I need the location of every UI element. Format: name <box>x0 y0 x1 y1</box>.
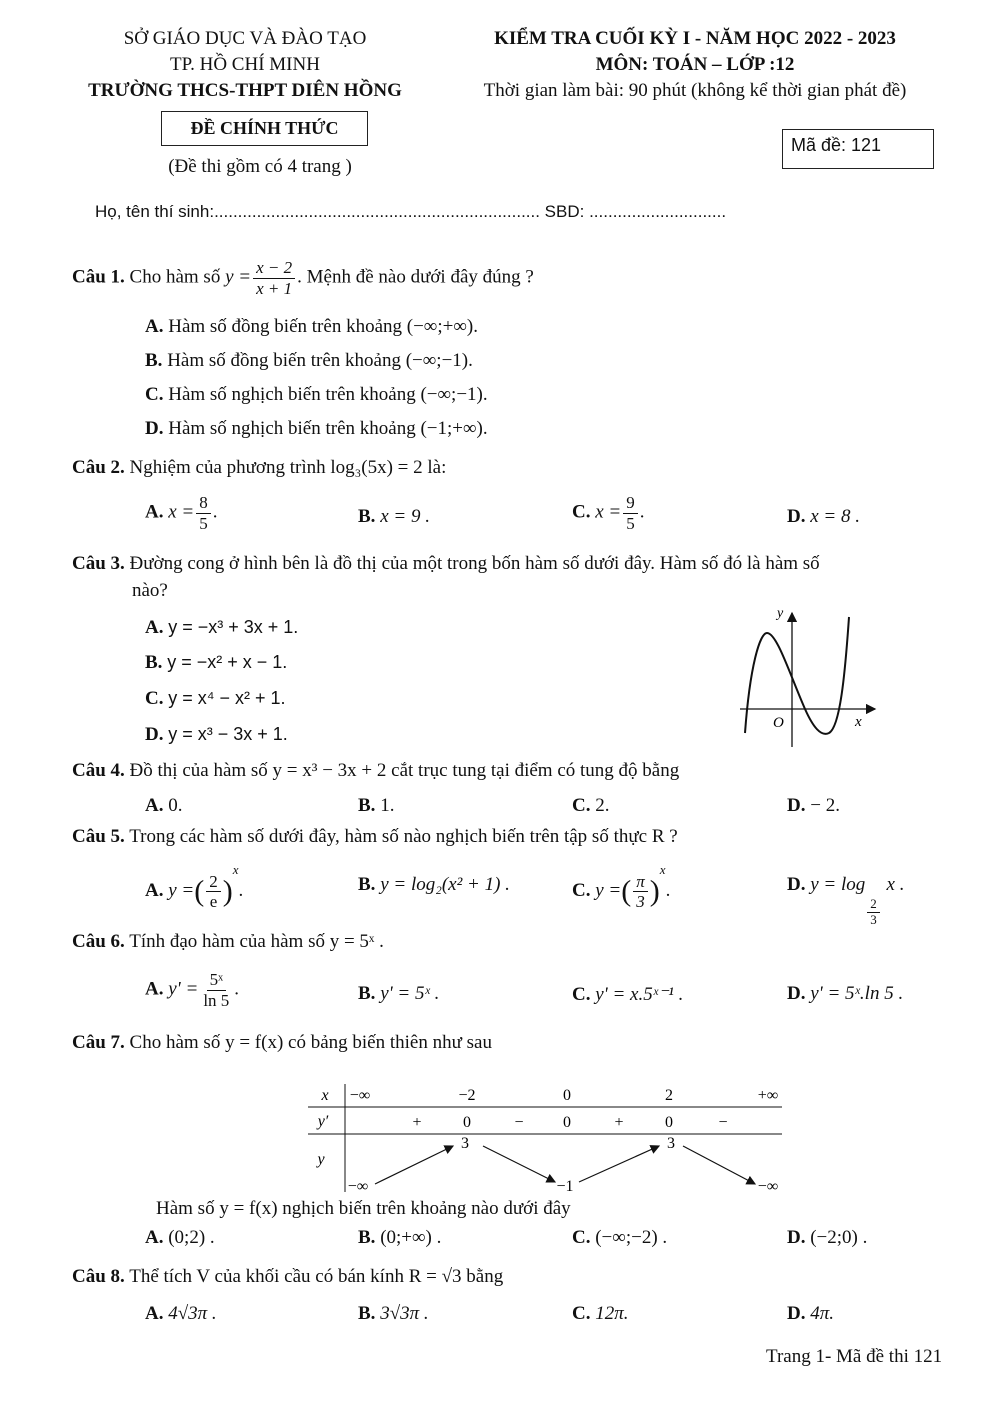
sign: 0 <box>563 1114 571 1131</box>
city: TP. HỒ CHÍ MINH <box>170 54 320 75</box>
question-3-cont: nào? <box>132 580 168 601</box>
arrow-down <box>683 1146 755 1184</box>
q4-option-b[interactable]: B. 1. <box>358 795 395 816</box>
q5-option-a[interactable]: A. y =( $\frac{2}{e}$ )$^x$. <box>145 862 244 912</box>
row-y-label: y <box>317 1151 325 1168</box>
sign: + <box>614 1114 624 1131</box>
q8-option-b[interactable]: B. 3√3π . <box>358 1303 429 1324</box>
x-value: −2 <box>458 1087 476 1104</box>
q1-option-c[interactable]: C. Hàm số nghịch biến trên khoảng (−∞;−1). <box>145 384 488 405</box>
y-value: 3 <box>667 1135 675 1152</box>
q7-option-b[interactable]: B. (0;+∞) . <box>358 1227 442 1248</box>
q6-option-d[interactable]: D. y' = 5ˣ.ln 5 . <box>787 983 904 1004</box>
x-value: +∞ <box>757 1087 779 1104</box>
header-left <box>60 26 430 104</box>
q1-option-b[interactable]: B. Hàm số đồng biến trên khoảng (−∞;−1). <box>145 350 473 371</box>
y-value: −∞ <box>347 1178 369 1195</box>
q5-option-c[interactable]: C. y =( $\frac{\pi}{3}$ )$^x$. <box>572 862 671 912</box>
header-right <box>440 26 950 104</box>
school-name: TRƯỜNG THCS-THPT DIÊN HỒNG <box>88 80 402 101</box>
q1-option-d[interactable]: D. Hàm số nghịch biến trên khoảng (−1;+∞). <box>145 418 488 439</box>
q2-option-d[interactable]: D. x = 8 . <box>787 506 860 527</box>
q6-option-c[interactable]: C. y' = x.5ˣ⁻¹ . <box>572 984 684 1005</box>
y-value: 3 <box>461 1135 469 1152</box>
sign: − <box>514 1114 524 1131</box>
row-yprime-label: y′ <box>317 1113 329 1130</box>
arrow-up <box>375 1146 453 1184</box>
x-value: −∞ <box>349 1087 371 1104</box>
time-limit: Thời gian làm bài: 90 phút (không kể thời gian phát đề) <box>483 80 907 101</box>
y-value: −1 <box>556 1178 574 1195</box>
question-7-after: Hàm số y = f(x) nghịch biến trên khoảng nào dưới đây <box>156 1198 571 1219</box>
question-4: Câu 4. Đồ thị của hàm số y = x³ − 3x + 2 cắt trục tung tại điểm có tung độ bằng <box>72 760 680 781</box>
fraction: $\frac{x - 2}{x + 1}$ <box>253 258 295 298</box>
q8-option-a[interactable]: A. 4√3π . <box>145 1303 217 1324</box>
q6-option-a[interactable]: A. y' = $\frac{\text{5ˣ}}{\ln 5}$ . <box>145 970 240 1010</box>
q8-option-d[interactable]: D. 4π. <box>787 1303 835 1324</box>
sign: + <box>412 1114 422 1131</box>
q3-option-d[interactable]: D. y = x³ − 3x + 1. <box>145 724 288 745</box>
q6-option-b[interactable]: B. y' = 5ˣ . <box>358 983 440 1004</box>
q4-option-c[interactable]: C. 2. <box>572 795 610 816</box>
x-value: 0 <box>563 1087 571 1104</box>
question-8: Câu 8. Thể tích V của khối cầu có bán kính R = √3 bằng <box>72 1266 504 1287</box>
page-footer: Trang 1- Mã đề thi 121 <box>766 1346 943 1367</box>
page-count: (Đề thi gồm có 4 trang ) <box>168 156 352 177</box>
q5-option-d[interactable]: D. y = log $\frac{2}{3}$ x . <box>787 874 905 927</box>
student-info-line: Họ, tên thí sinh:..................................................................... SBD: ............................. <box>95 202 727 221</box>
subject: MÔN: TOÁN – LỚP :12 <box>595 54 795 75</box>
variation-table <box>305 1080 790 1195</box>
y-value: −∞ <box>757 1178 779 1195</box>
department: SỞ GIÁO DỤC VÀ ĐÀO TẠO <box>123 28 367 49</box>
q2-option-b[interactable]: B. x = 9 . <box>358 506 430 527</box>
curve <box>745 617 849 734</box>
question-3: Câu 3. Đường cong ở hình bên là đồ thị của một trong bốn hàm số dưới đây. Hàm số đó là hàm số <box>72 553 820 574</box>
function-graph <box>735 605 885 750</box>
sign: − <box>718 1114 728 1131</box>
q3-option-c[interactable]: C. y = x⁴ − x² + 1. <box>145 688 286 709</box>
exam-code: Mã đề: 121 <box>782 129 934 169</box>
q2-option-c[interactable]: C. x = $\frac{9}{5}$ . <box>572 493 645 533</box>
x-value: 2 <box>665 1087 673 1104</box>
question-7: Câu 7. Cho hàm số y = f(x) có bảng biến thiên như sau <box>72 1032 492 1053</box>
question-5: Câu 5. Trong các hàm số dưới đây, hàm số nào nghịch biến trên tập số thực R ? <box>72 826 678 847</box>
question-2: Câu 2. Nghiệm của phương trình log₃(5x) = 2 là: <box>72 457 447 478</box>
exam-title: KIỂM TRA CUỐI KỲ I - NĂM HỌC 2022 - 2023 <box>494 28 896 49</box>
x-axis-label: x <box>855 714 862 730</box>
q1-option-a[interactable]: A. Hàm số đồng biến trên khoảng (−∞;+∞). <box>145 316 478 337</box>
q8-option-c[interactable]: C. 12π. <box>572 1303 629 1324</box>
q7-option-c[interactable]: C. (−∞;−2) . <box>572 1227 668 1248</box>
sign: 0 <box>463 1114 471 1131</box>
q5-option-b[interactable]: B. y = log₂(x² + 1) . <box>358 874 510 895</box>
q4-option-a[interactable]: A. 0. <box>145 795 183 816</box>
q2-option-a[interactable]: A. x = $\frac{8}{5}$ . <box>145 493 218 533</box>
row-x-label: x <box>321 1087 329 1104</box>
sign: 0 <box>665 1114 673 1131</box>
origin-label: O <box>773 715 784 731</box>
arrow-up <box>579 1146 659 1182</box>
question-6: Câu 6. Tính đạo hàm của hàm số y = 5ˣ . <box>72 931 384 952</box>
q3-option-a[interactable]: A. y = −x³ + 3x + 1. <box>145 617 299 638</box>
arrow-down <box>483 1146 555 1182</box>
q4-option-d[interactable]: D. − 2. <box>787 795 840 816</box>
q7-option-a[interactable]: A. (0;2) . <box>145 1227 215 1248</box>
q3-option-b[interactable]: B. y = −x² + x − 1. <box>145 652 288 673</box>
q7-option-d[interactable]: D. (−2;0) . <box>787 1227 868 1248</box>
official-label: ĐỀ CHÍNH THỨC <box>161 111 368 146</box>
question-1: Câu 1. Cho hàm số y = $\frac{x - 2}{x + 1}$ . Mệnh đề nào dưới đây đúng ? <box>72 258 534 298</box>
y-axis-label: y <box>777 606 784 621</box>
